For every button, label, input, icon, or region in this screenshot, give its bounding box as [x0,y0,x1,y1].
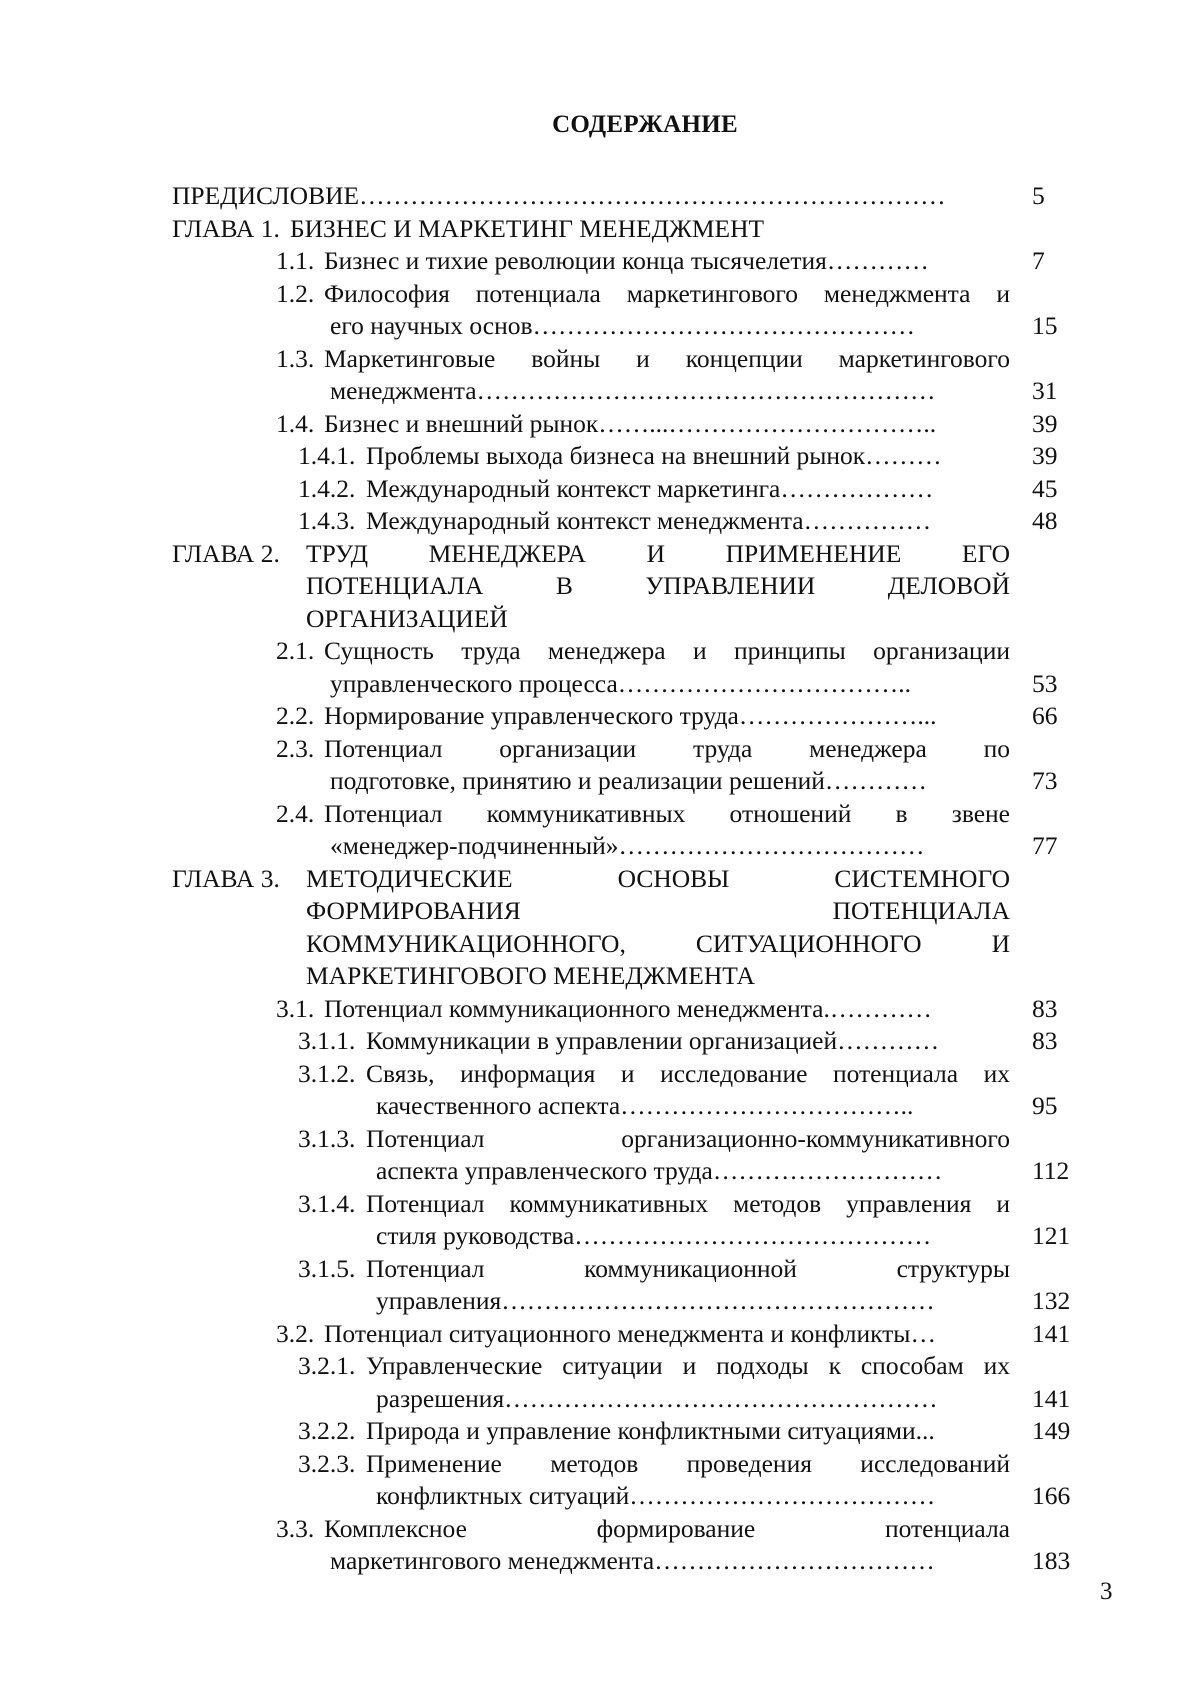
toc-entry-title: подготовке, принятию и реализации решений………… [330,766,927,795]
toc-entry [0,603,1200,636]
toc-entry-title: Международный контекст менеджмента…………… [366,506,932,535]
toc-entry-title: ТРУД МЕНЕДЖЕРА И ПРИМЕНЕНИЕ ЕГО [306,538,1010,568]
toc-entry-page: 7 [1032,246,1045,275]
toc-entry-number: 3.2.3. [298,1448,356,1478]
toc-entry-title: Проблемы выхода бизнеса на внешний рынок……… [366,441,942,470]
toc-entry-number: 1.4.3. [298,506,356,535]
toc-entry-number: 1.2. [276,278,315,308]
toc-entry [0,733,1200,766]
toc-entry-page: 66 [1032,701,1058,730]
toc-entry-page: 39 [1032,408,1058,438]
toc-entry-number: 2.3. [276,733,315,763]
toc-entry-number: 2.2. [276,701,315,730]
toc-entry-title: Философия потенциала маркетингового менеджмента и [324,278,1010,308]
toc-entry-page: 15 [1032,311,1058,340]
toc-entry [0,765,1200,798]
toc-entry [0,310,1200,343]
toc-entry [0,928,1200,961]
toc-entry-number: ГЛАВА 3. [172,863,280,893]
toc-entry-title: «менеджер-подчиненный»……………………………… [330,831,925,860]
toc-entry [0,408,1200,441]
toc-entry-page: 5 [1032,181,1045,210]
toc-entry [0,863,1200,896]
toc-entry-number: 1.4.2. [298,473,356,503]
toc-entry [0,505,1200,538]
toc-entry-title: Потенциал организационно-коммуникативного [366,1123,1010,1153]
toc-entry-page: 121 [1032,1221,1071,1250]
toc-entry [0,1415,1200,1448]
toc-entry [0,180,1200,213]
toc-entry-number: 1.3. [276,343,315,373]
toc-entry-number: 3.1.4. [298,1188,356,1218]
toc-entry [0,1350,1200,1383]
toc-entry [0,1155,1200,1188]
toc-entry-title: Потенциал ситуационного менеджмента и конфликты… [324,1318,936,1348]
toc-entry-title: Потенциал коммуникативных методов управления и [366,1188,1010,1218]
toc-entry [0,538,1200,571]
toc-entry-title: управленческого процесса…………………………….. [330,668,912,698]
toc-entry-number: ГЛАВА 1. [172,213,280,243]
toc-title: СОДЕРЖАНИЕ [552,111,738,138]
toc-entry-title: ОРГАНИЗАЦИЕЙ [306,603,508,633]
toc-entry-number: ГЛАВА 2. [172,538,280,568]
toc-entry-page: 77 [1032,831,1058,860]
toc-entry [0,213,1200,246]
toc-entry-page: 53 [1032,668,1058,698]
toc-entry-page: 141 [1032,1318,1071,1348]
toc-entry-title: Потенциал организации труда менеджера по [324,733,1010,763]
toc-entry-page: 48 [1032,506,1058,535]
toc-entry-title: Природа и управление конфликтными ситуациями... [366,1416,935,1445]
toc-entry-number: 3.2.1. [298,1351,356,1380]
toc-entry-title: разрешения…………………………………………… [376,1383,938,1413]
toc-entry-number: 3.2. [276,1318,315,1348]
toc-entry-number: 1.1. [276,246,315,275]
toc-entry-number: 1.4.1. [298,441,356,470]
toc-entry [0,1090,1200,1123]
toc-entry [0,1480,1200,1513]
toc-entry-number: 3.3. [276,1513,315,1543]
toc-entry-title: Потенциал коммуникационной структуры [366,1253,1010,1283]
toc-entry-title: Потенциал коммуникационного менеджмента.………… [324,993,932,1023]
toc-entry [0,343,1200,376]
toc-entry-title: МАРКЕТИНГОВОГО МЕНЕДЖМЕНТА [306,961,755,990]
toc-entry-title: менеджмента……………………………………………… [330,376,936,405]
toc-entry-title: Потенциал коммуникативных отношений в звене [324,798,1010,828]
toc-entry-page: 83 [1032,1026,1058,1055]
toc-entry-title: КОММУНИКАЦИОННОГО, СИТУАЦИОННОГО И [306,928,1010,958]
toc-entry [0,1513,1200,1546]
toc-entry [0,473,1200,506]
toc-entry [0,440,1200,473]
toc-entry-number: 1.4. [276,408,315,438]
toc-entry-page: 39 [1032,441,1058,470]
toc-entry [0,1253,1200,1286]
toc-entry-number: 2.4. [276,798,315,828]
toc-entry-title: Маркетинговые войны и концепции маркетингового [324,343,1010,373]
toc-entry [0,278,1200,311]
toc-entry [0,993,1200,1026]
toc-entry-title: стиля руководства…………………………………… [376,1221,932,1250]
toc-entry-title: МЕТОДИЧЕСКИЕ ОСНОВЫ СИСТЕМНОГО [306,863,1010,893]
toc-entry-title: Коммуникации в управлении организацией………… [366,1026,940,1055]
toc-entry-page: 83 [1032,993,1058,1023]
toc-entry-page: 132 [1032,1286,1071,1315]
toc-entry-number: 3.2.2. [298,1416,356,1445]
toc-entry-page: 141 [1032,1383,1071,1413]
toc-entry-number: 3.1.3. [298,1123,356,1153]
toc-entry-page: 95 [1032,1091,1058,1120]
toc-entry-title: ФОРМИРОВАНИЯ ПОТЕНЦИАЛА [306,896,1010,925]
toc-entry-title: качественного аспекта…………………………….. [376,1091,914,1120]
toc-entry-page: 45 [1032,473,1058,503]
toc-entry-title: Бизнес и внешний рынок……...………………………….. [324,408,937,438]
toc-entry-title: аспекта управленческого труда……………………… [376,1156,943,1185]
toc-entry-title: Связь, информация и исследование потенциала их [366,1058,1010,1088]
toc-entry [0,700,1200,733]
toc-entry [0,1025,1200,1058]
toc-entry [0,830,1200,863]
toc-entry-title: управления…………………………………………… [376,1286,935,1315]
toc-entry-page: 166 [1032,1481,1071,1510]
toc-entry-title: Нормирование управленческого труда…………………... [324,701,937,730]
page-number: 3 [1100,1578,1113,1605]
toc-entry-page: 73 [1032,766,1058,795]
toc-entry [0,1545,1200,1578]
toc-entry-page: 31 [1032,376,1058,405]
toc-entry [0,1318,1200,1351]
toc-entry [0,1448,1200,1481]
toc-entry-title: его научных основ……………………………………… [330,311,916,340]
toc-entry [0,1058,1200,1091]
toc-entry-title: БИЗНЕС И МАРКЕТИНГ МЕНЕДЖМЕНТ [290,213,765,243]
toc-entry [0,668,1200,701]
toc-entry-number: 3.1.1. [298,1026,356,1055]
toc-entry [0,960,1200,993]
toc-entry [0,1383,1200,1416]
toc-entry-title: Международный контекст маркетинга……………… [366,473,934,503]
toc-entry-title: Комплексное формирование потенциала [324,1513,1010,1543]
toc-entry [0,375,1200,408]
toc-entry [0,895,1200,928]
toc-entry-title: маркетингового менеджмента…………………………… [330,1546,935,1575]
toc-entry-title: ПРЕДИСЛОВИЕ…………………………………………………………… [172,181,946,210]
toc-entry-page: 183 [1032,1546,1071,1575]
toc-entry-title: ПОТЕНЦИАЛА В УПРАВЛЕНИИ ДЕЛОВОЙ [306,571,1010,600]
toc-entry [0,1188,1200,1221]
toc-entry [0,1285,1200,1318]
table-of-contents [0,180,1200,1578]
toc-entry-page: 112 [1032,1156,1070,1185]
toc-entry-number: 3.1.5. [298,1253,356,1283]
toc-entry [0,1123,1200,1156]
toc-entry-title: конфликтных ситуаций……………………………… [376,1481,936,1510]
toc-entry [0,798,1200,831]
toc-entry [0,1220,1200,1253]
toc-entry-title: Применение методов проведения исследований [366,1448,1010,1478]
toc-entry-title: Управленческие ситуации и подходы к способам их [366,1351,1010,1380]
toc-entry [0,570,1200,603]
toc-entry-number: 3.1. [276,993,315,1023]
toc-entry [0,245,1200,278]
toc-entry-title: Бизнес и тихие революции конца тысячелетия………… [324,246,929,275]
toc-entry-page: 149 [1032,1416,1071,1445]
toc-entry [0,635,1200,668]
toc-entry-number: 3.1.2. [298,1058,356,1088]
toc-entry-number: 2.1. [276,636,315,665]
toc-entry-title: Сущность труда менеджера и принципы организации [324,636,1010,665]
